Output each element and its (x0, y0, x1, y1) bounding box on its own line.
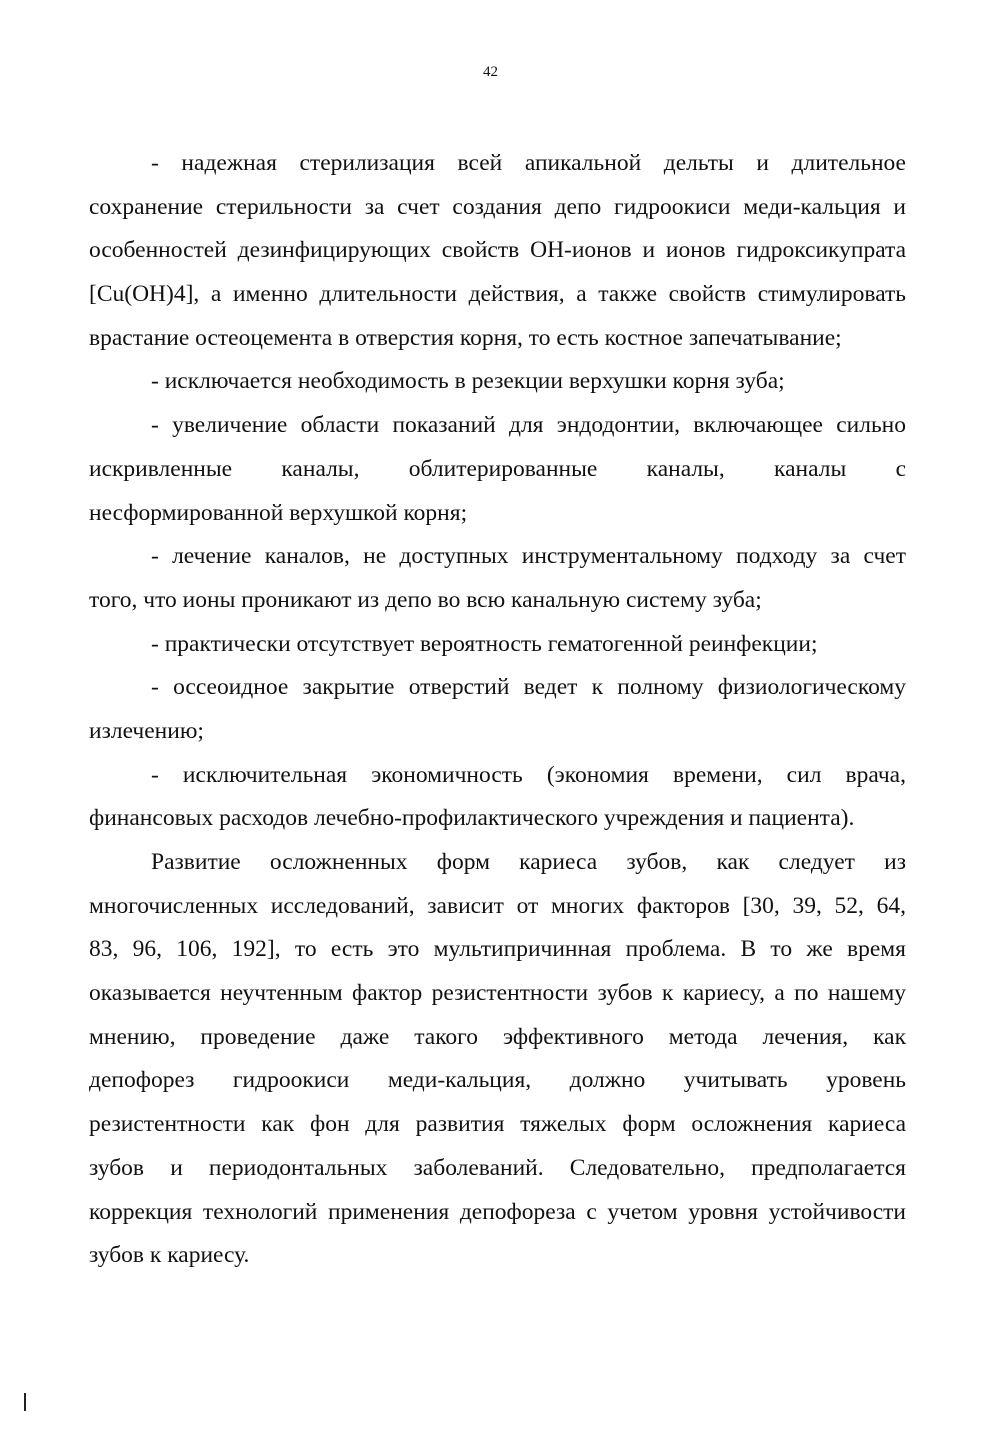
text-line: зубов и периодонтальных заболеваний. Следовательно, предполагается (89, 1154, 906, 1181)
text-line: депофорез гидроокиси меди-кальция, должно учитывать уровень (89, 1067, 906, 1094)
body-text (89, 142, 906, 1278)
text-line: многочисленных исследований, зависит от многих факторов [30, 39, 52, 64, (89, 892, 906, 919)
text-line: несформированной верхушкой корня; (89, 499, 468, 526)
text-line: Развитие осложненных форм кариеса зубов, как следует из (151, 849, 906, 875)
text-line: того, что ионы проникают из депо во всю канальную систему зуба; (89, 586, 762, 613)
text-line: мнению, проведение даже такого эффективного метода лечения, как (89, 1023, 906, 1050)
text-line: [Cu(OH)4], а именно длительности действия, а также свойств стимулировать (89, 281, 906, 308)
text-line: - исключается необходимость в резекции верхушки корня зуба; (151, 368, 785, 395)
text-line: - оссеоидное закрытие отверстий ведет к полному физиологическому (151, 674, 906, 701)
text-line: коррекция технологий применения депофореза с учетом уровня устойчивости (89, 1198, 906, 1225)
text-line: излечению; (89, 717, 204, 744)
text-line: - исключительная экономичность (экономия времени, сил врача, (151, 761, 906, 788)
text-line: - увеличение области показаний для эндодонтии, включающее сильно (151, 412, 906, 439)
text-line: финансовых расходов лечебно-профилактического учреждения и пациента). (89, 805, 855, 832)
text-line: оказывается неучтенным фактор резистентности зубов к кариесу, а по нашему (89, 980, 906, 1007)
text-line: врастание остеоцемента в отверстия корня, то есть костное запечатывание; (89, 324, 842, 351)
text-line: 83, 96, 106, 192], то есть это мультипричинная проблема. В то же время (89, 936, 906, 963)
text-line: искривленные каналы, облитерированные каналы, каналы с (89, 455, 906, 482)
text-line: сохранение стерильности за счет создания депо гидроокиси меди-кальция и (89, 193, 906, 220)
text-line: - надежная стерилизация всей апикальной дельты и длительное (151, 150, 906, 176)
scan-edge-mark (24, 1393, 26, 1411)
text-line: резистентности как фон для развития тяжелых форм осложнения кариеса (89, 1111, 906, 1138)
text-line: особенностей дезинфицирующих свойств ОН-ионов и ионов гидроксикупрата (89, 237, 906, 264)
text-line: - практически отсутствует вероятность гематогенной реинфекции; (151, 630, 818, 657)
page-number: 42 (483, 64, 498, 80)
text-line: зубов к кариесу. (89, 1242, 250, 1269)
text-line: - лечение каналов, не доступных инструментальному подходу за счет (151, 543, 906, 570)
